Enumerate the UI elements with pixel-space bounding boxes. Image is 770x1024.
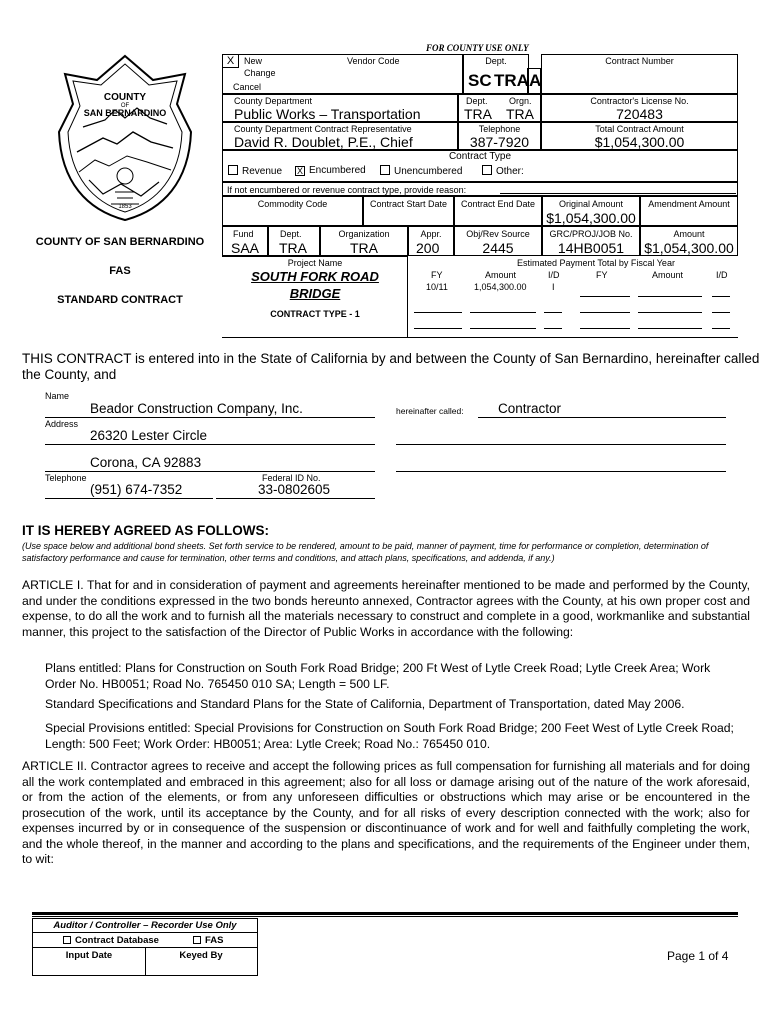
id-label: I/D — [548, 270, 560, 280]
encumbered-checkbox[interactable]: X — [296, 166, 303, 176]
contract-database-label: Contract Database — [75, 935, 159, 946]
objrev-value: 2445 — [482, 240, 514, 256]
contract-number-label: Contract Number — [605, 56, 674, 66]
amount-value: $1,054,300.00 — [644, 240, 734, 256]
orgn-value: TRA — [506, 106, 534, 122]
type-encumbered-option[interactable] — [295, 165, 366, 176]
commodity-label: Commodity Code — [257, 199, 328, 209]
contract-type-label: Contract Type — [448, 151, 512, 162]
fdept-value: TRA — [279, 240, 307, 256]
organization-value: TRA — [350, 240, 378, 256]
hereinafter-field[interactable] — [478, 402, 726, 418]
telephone-contractor-field[interactable] — [45, 483, 213, 499]
input-date-label: Input Date — [65, 950, 113, 961]
telephone-value: 387-7920 — [469, 134, 530, 150]
telephone-contractor-label: Telephone — [45, 473, 87, 483]
page-number: Page 1 of 4 — [667, 949, 729, 963]
status-mark[interactable]: X — [226, 55, 235, 67]
address-line2-field[interactable] — [45, 456, 375, 472]
type-unencumbered-label: Unencumbered — [394, 166, 463, 177]
fdept-label: Dept. — [280, 229, 302, 239]
intro-text: THIS CONTRACT is entered into in the State of California by and between the County of San Bernardino, hereinafter called the County, and — [22, 351, 760, 382]
est-amount-value: 1,054,300.00 — [474, 282, 527, 292]
federal-id-label: Federal ID No. — [262, 473, 321, 483]
hereinafter-value: Contractor — [498, 401, 562, 416]
seal-county-text: COUNTY — [103, 92, 147, 103]
type-encumbered-label: Encumbered — [309, 165, 366, 176]
status-change: Change — [244, 68, 276, 78]
seal-of-text: OF — [120, 103, 130, 109]
vendor-code-label: Vendor Code — [347, 56, 400, 66]
type-unencumbered-option[interactable] — [380, 165, 462, 177]
fund-value: SAA — [231, 240, 260, 256]
fas-title: FAS — [109, 265, 131, 277]
keyed-by-label: Keyed By — [179, 950, 223, 961]
agreed-heading: IT IS HEREBY AGREED AS FOLLOWS: — [22, 523, 270, 538]
dept-suffix: A — [529, 71, 542, 90]
federal-id-value: 33-0802605 — [258, 482, 331, 497]
project-name-line2: BRIDGE — [289, 286, 341, 301]
dept2-label: Dept. — [466, 96, 488, 106]
objrev-label: Obj/Rev Source — [466, 229, 530, 239]
total-value: $1,054,300.00 — [594, 134, 685, 150]
fas-option[interactable] — [193, 935, 223, 946]
fas-checkbox[interactable] — [193, 936, 201, 944]
auditor-box — [32, 918, 258, 976]
county-seal — [55, 52, 195, 224]
id-value: I — [552, 282, 555, 292]
article-2: ARTICLE II. Contractor agrees to receive and accept the following prices as full compensation for furnishing all materials and for doing all the work contemplated and embraced in this agreement; also for all loss or damage arising out of the nature of the work aforesaid, or from the action of the elements, or from any unforeseen difficulties or obstructions which may arise or be encountered in the prosecution of the work, until its acceptance by the County, and for all risks of every description connected with the work; also for expenses incurred by or in consequence of the suspension or discontinuance of work and for well and faithfully completing the work, and the whole thereof, in the manner and according to the plans and specifications, and the requirements of the Engineer under them, to wit: — [22, 759, 750, 866]
dept2-value: TRA — [464, 106, 492, 122]
county-department-value: Public Works – Transportation — [234, 106, 421, 122]
header-form — [222, 54, 738, 338]
telephone-contractor-value: (951) 674-7352 — [90, 482, 183, 497]
contract-type-text: CONTRACT TYPE - 1 — [270, 309, 360, 319]
plans-paragraph: Plans entitled: Plans for Construction on South Fork Road Bridge; 200 Ft West of Lytle Creek Road; Lytle Creek Area; Work Order No. HB0051; Road No. 765450 010 SA; Length = 500 LF. — [45, 661, 711, 691]
other-checkbox[interactable] — [482, 165, 492, 175]
total-label: Total Contract Amount — [595, 124, 684, 134]
agreed-note: (Use space below and additional bond sheets. Set forth service to be rendered, amount to be paid, manner of payment, time for performance or completion, determination of satisfactory performance and cause for termination, other terms and conditions, and attach plans, specifications, and addenda, if any.) — [22, 541, 709, 563]
contract-database-checkbox[interactable] — [63, 936, 71, 944]
unencumbered-checkbox[interactable] — [380, 165, 390, 175]
address-line1-field[interactable] — [45, 429, 375, 445]
end-date-label: Contract End Date — [460, 199, 536, 209]
type-other-option[interactable] — [482, 165, 524, 177]
address-right2-field[interactable] — [396, 456, 726, 472]
county-use-only-caption: FOR COUNTY USE ONLY — [426, 43, 529, 53]
organization-label: Organization — [338, 229, 390, 239]
grc-value: 14HB0051 — [557, 240, 625, 256]
appr-label: Appr. — [420, 229, 442, 239]
status-cancel: Cancel — [233, 82, 262, 92]
seal-name-text: SAN BERNARDINO — [83, 108, 167, 118]
amount2-label: Amount — [652, 270, 684, 280]
reason-label: If not encumbered or revenue contract type, provide reason: — [227, 185, 467, 195]
federal-id-field[interactable] — [216, 483, 375, 499]
special-provisions-paragraph: Special Provisions entitled: Special Provisions for Construction on South Fork Road Bridge; 200 Feet West of Lytle Creek Road; Length: 500 Feet; Work Order: HB0051; Area: Lytle Creek; Road No.: 765450 010. — [45, 721, 734, 751]
fy-label: FY — [431, 270, 443, 280]
address-right1-field[interactable] — [396, 429, 726, 445]
license-label: Contractor's License No. — [590, 96, 689, 106]
county-title: COUNTY OF SAN BERNARDINO — [35, 236, 205, 248]
type-revenue-label: Revenue — [242, 166, 283, 177]
original-amount-label: Original Amount — [558, 199, 624, 209]
appr-value: 200 — [416, 240, 440, 256]
fy2-label: FY — [596, 270, 608, 280]
name-value: Beador Construction Company, Inc. — [90, 401, 303, 416]
hereinafter-label: hereinafter called: — [396, 406, 464, 416]
revenue-checkbox[interactable] — [228, 165, 238, 175]
id2-label: I/D — [716, 270, 728, 280]
estimated-label: Estimated Payment Total by Fiscal Year — [517, 258, 675, 268]
address-label: Address — [45, 419, 79, 429]
project-name-label: Project Name — [287, 258, 343, 268]
dept-label: Dept. — [485, 56, 507, 66]
license-value: 720483 — [616, 106, 663, 122]
fy-value: 10/11 — [426, 282, 448, 292]
seal-year-text: 1853 — [118, 204, 132, 210]
reason-line[interactable] — [500, 192, 736, 194]
grc-label: GRC/PROJ/JOB No. — [549, 229, 633, 239]
amount-label: Amount — [673, 229, 705, 239]
article-1: ARTICLE I. That for and in consideration of payment and agreements hereinafter mentioned to be made and performed by the County, and under the conditions expressed in the two bonds hereunto annexed, Contractor agrees with the County, at his own proper cost and expense, to do all the work and to furnish all the materials necessary to construct and complete in a good, workmanlike and substantial manner, this project to the satisfaction of the Director of Public Works in accordance with the following: — [22, 578, 750, 639]
standard-contract-title: STANDARD CONTRACT — [57, 294, 183, 306]
contract-database-option[interactable] — [63, 935, 159, 946]
address-line2-value: Corona, CA 92883 — [90, 455, 202, 470]
address-line1-value: 26320 Lester Circle — [90, 428, 208, 443]
project-name-line1: SOUTH FORK ROAD — [251, 269, 379, 284]
dept-value: TRA — [494, 71, 529, 90]
auditor-label: Auditor / Controller – Recorder Use Only — [53, 920, 237, 931]
type-revenue-option[interactable] — [228, 165, 282, 177]
fas-label: FAS — [205, 935, 224, 946]
type-other-label: Other: — [496, 166, 524, 177]
start-date-label: Contract Start Date — [369, 199, 448, 209]
fund-label: Fund — [233, 229, 254, 239]
telephone-label: Telephone — [478, 124, 521, 134]
county-department-label: County Department — [234, 96, 313, 106]
name-field[interactable] — [45, 402, 375, 418]
standards-paragraph: Standard Specifications and Standard Plans for the State of California, Department of Transportation, dated May 2006. — [45, 697, 685, 711]
status-new: New — [244, 56, 263, 66]
rep-value: David R. Doublet, P.E., Chief — [234, 134, 413, 150]
vendor-code-value: SC — [468, 71, 492, 90]
name-label: Name — [45, 391, 70, 401]
amendment-amount-label: Amendment Amount — [648, 199, 730, 209]
original-amount-value: $1,054,300.00 — [546, 210, 636, 226]
rep-label: County Department Contract Representative — [234, 124, 412, 134]
footer-rule — [32, 912, 738, 915]
est-amount-label: Amount — [485, 270, 517, 280]
orgn-label: Orgn. — [509, 96, 532, 106]
